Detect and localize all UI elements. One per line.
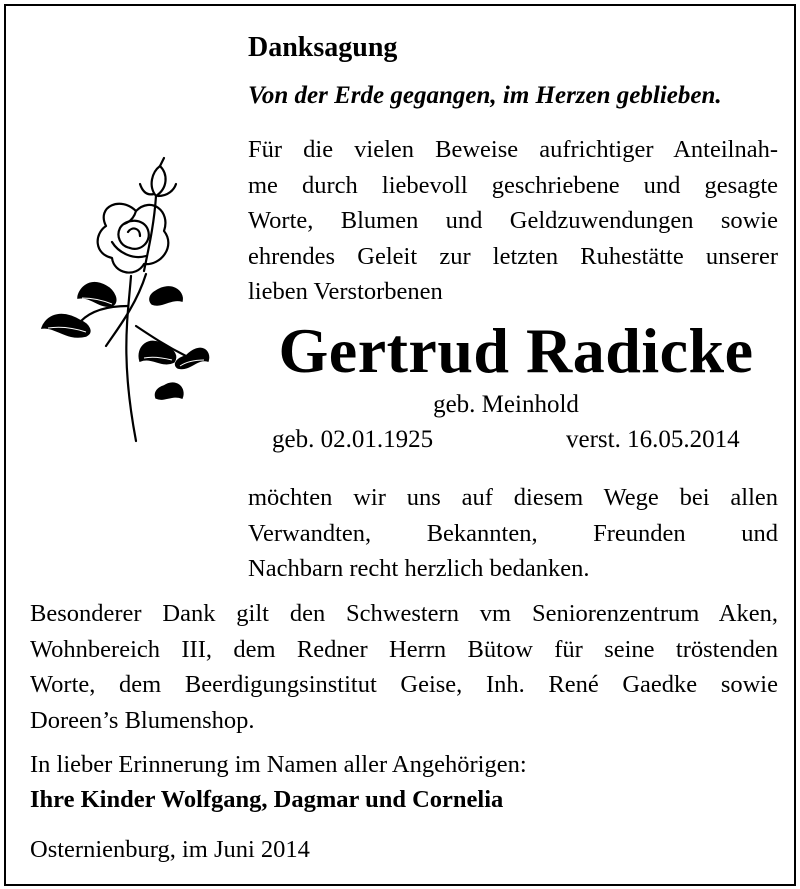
thanks-paragraph: [248, 480, 778, 587]
deceased-name: Gertrud Radicke: [278, 315, 754, 386]
rose-icon: [36, 156, 216, 446]
thanks-line: Verwandten, Bekannten, Freunden und: [248, 519, 778, 547]
intro-paragraph: [248, 132, 778, 310]
intro-line: ehrendes Geleit zur letzten Ruhestätte unserer: [248, 242, 778, 270]
place-date: Osternienburg, im Juni 2014: [30, 836, 310, 863]
thanks-line: möchten wir uns auf diesem Wege bei allen: [248, 484, 778, 511]
children-names: Ihre Kinder Wolfgang, Dagmar und Cornelia: [30, 786, 504, 813]
intro-line: Für die vielen Beweise aufrichtiger Anteilnah-: [248, 136, 778, 163]
special-line: Wohnbereich III, dem Redner Herrn Bütow für seine tröstenden: [30, 635, 778, 663]
special-line: Doreen’s Blumenshop.: [30, 706, 255, 734]
special-thanks-paragraph: [30, 596, 778, 738]
death-date: verst. 16.05.2014: [566, 426, 740, 453]
motto-line: Von der Erde gegangen, im Herzen geblieben.: [248, 82, 722, 109]
thanks-line: Nachbarn recht herzlich bedanken.: [248, 555, 590, 582]
birth-date: geb. 02.01.1925: [272, 426, 434, 453]
intro-line: lieben Verstorbenen: [248, 278, 443, 305]
heading-danksagung: Danksagung: [248, 32, 398, 63]
obituary-card: [4, 4, 796, 886]
special-line: Besonderer Dank gilt den Schwestern vm Seniorenzentrum Aken,: [30, 600, 778, 627]
special-line: Worte, dem Beerdigungsinstitut Geise, Inh. René Gaedke sowie: [30, 671, 778, 698]
intro-line: Worte, Blumen und Geldzuwendungen sowie: [248, 207, 778, 234]
memory-line: In lieber Erinnerung im Namen aller Angehörigen:: [30, 751, 527, 778]
maiden-name: geb. Meinhold: [433, 391, 579, 418]
intro-line: me durch liebevoll geschriebene und gesagte: [248, 171, 778, 199]
